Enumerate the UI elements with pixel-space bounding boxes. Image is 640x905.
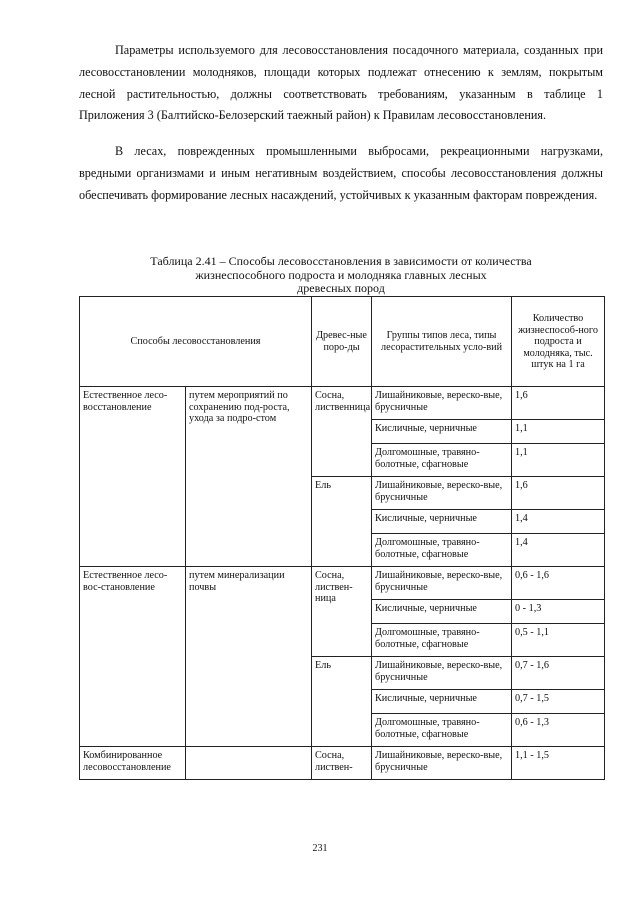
header-methods: Способы лесовосстановления [80, 297, 312, 387]
quantity-cell: 1,1 - 1,5 [512, 747, 605, 780]
forest-group-cell: Кисличные, черничные [372, 420, 512, 444]
header-forest-groups: Группы типов леса, типы лесорастительных усло-вий [372, 297, 512, 387]
forest-group-cell: Долгомошные, травяно-болотные, сфагновые [372, 624, 512, 657]
method-cell: Естественное лесо-вос-становление [80, 567, 186, 747]
page-number: 231 [312, 843, 328, 854]
forest-group-cell: Лишайниковые, вереско-вые, брусничные [372, 477, 512, 510]
reforestation-table [79, 296, 605, 780]
quantity-cell: 1,6 [512, 387, 605, 420]
quantity-cell: 0,7 - 1,5 [512, 690, 605, 714]
species-cell: Сосна, листвен- [312, 747, 372, 780]
header-species: Древес-ные поро-ды [312, 297, 372, 387]
species-cell: Ель [312, 657, 372, 747]
header-quantity: Количество жизнеспособ-ного подроста и молодняка, тыс. штук на 1 га [512, 297, 605, 387]
forest-group-cell: Кисличные, черничные [372, 510, 512, 534]
submethod-cell: путем мероприятий по сохранению под-роста, ухода за подро-стом [186, 387, 312, 567]
quantity-cell: 1,6 [512, 477, 605, 510]
species-cell: Сосна, лиственница [312, 387, 372, 477]
forest-group-cell: Долгомошные, травяно-болотные, сфагновые [372, 534, 512, 567]
forest-group-cell: Долгомошные, травяно-болотные, сфагновые [372, 714, 512, 747]
forest-group-cell: Лишайниковые, вереско-вые, брусничные [372, 387, 512, 420]
forest-group-cell: Долгомошные, травяно-болотные, сфагновые [372, 444, 512, 477]
quantity-cell: 1,1 [512, 444, 605, 477]
submethod-cell: путем минерализации почвы [186, 567, 312, 747]
forest-group-cell: Лишайниковые, вереско-вые, брусничные [372, 567, 512, 600]
quantity-cell: 1,4 [512, 510, 605, 534]
forest-group-cell: Кисличные, черничные [372, 690, 512, 714]
quantity-cell: 0,5 - 1,1 [512, 624, 605, 657]
quantity-cell: 0,6 - 1,6 [512, 567, 605, 600]
submethod-cell [186, 747, 312, 780]
forest-group-cell: Лишайниковые, вереско-вые, брусничные [372, 657, 512, 690]
method-cell: Комбинированное лесовосстановление [80, 747, 186, 780]
method-cell: Естественное лесо-восстановление [80, 387, 186, 567]
quantity-cell: 1,1 [512, 420, 605, 444]
quantity-cell: 0,7 - 1,6 [512, 657, 605, 690]
caption-line: Таблица 2.41 – Способы лесовосстановления в зависимости от количества [150, 254, 532, 268]
quantity-cell: 0,6 - 1,3 [512, 714, 605, 747]
species-cell: Сосна, листвен-ница [312, 567, 372, 657]
paragraph-damaged-forests: В лесах, поврежденных промышленными выбросами, рекреационными нагрузками, вредными организмами и иным негативным воздействием, способы лесовосстановления должны обеспечивать формирование лесных насаждений, устойчивых к указанным факторам повреждения. [79, 144, 603, 202]
species-cell: Ель [312, 477, 372, 567]
caption-line: древесных пород [297, 281, 385, 296]
caption-line: жизнеспособного подроста и молодняка главных лесных [195, 267, 487, 282]
forest-group-cell: Лишайниковые, вереско-вые, брусничные [372, 747, 512, 780]
table-row [80, 567, 605, 600]
table-caption [79, 255, 603, 296]
paragraph-planting-material: Параметры используемого для лесовосстановления посадочного материала, созданных при лесовосстановлении молодняков, площади которых подлежат отнесению к землям, покрытым лесной растительностью, должны соответствовать требованиям, указанным в таблице 1 Приложения 3 (Балтийско-Белозерский таежный район) к Правилам лесовосстановления. [79, 43, 603, 123]
forest-group-cell: Кисличные, черничные [372, 600, 512, 624]
quantity-cell: 0 - 1,3 [512, 600, 605, 624]
table-header-row [80, 297, 605, 387]
quantity-cell: 1,4 [512, 534, 605, 567]
table-row [80, 747, 605, 780]
table-row [80, 387, 605, 420]
